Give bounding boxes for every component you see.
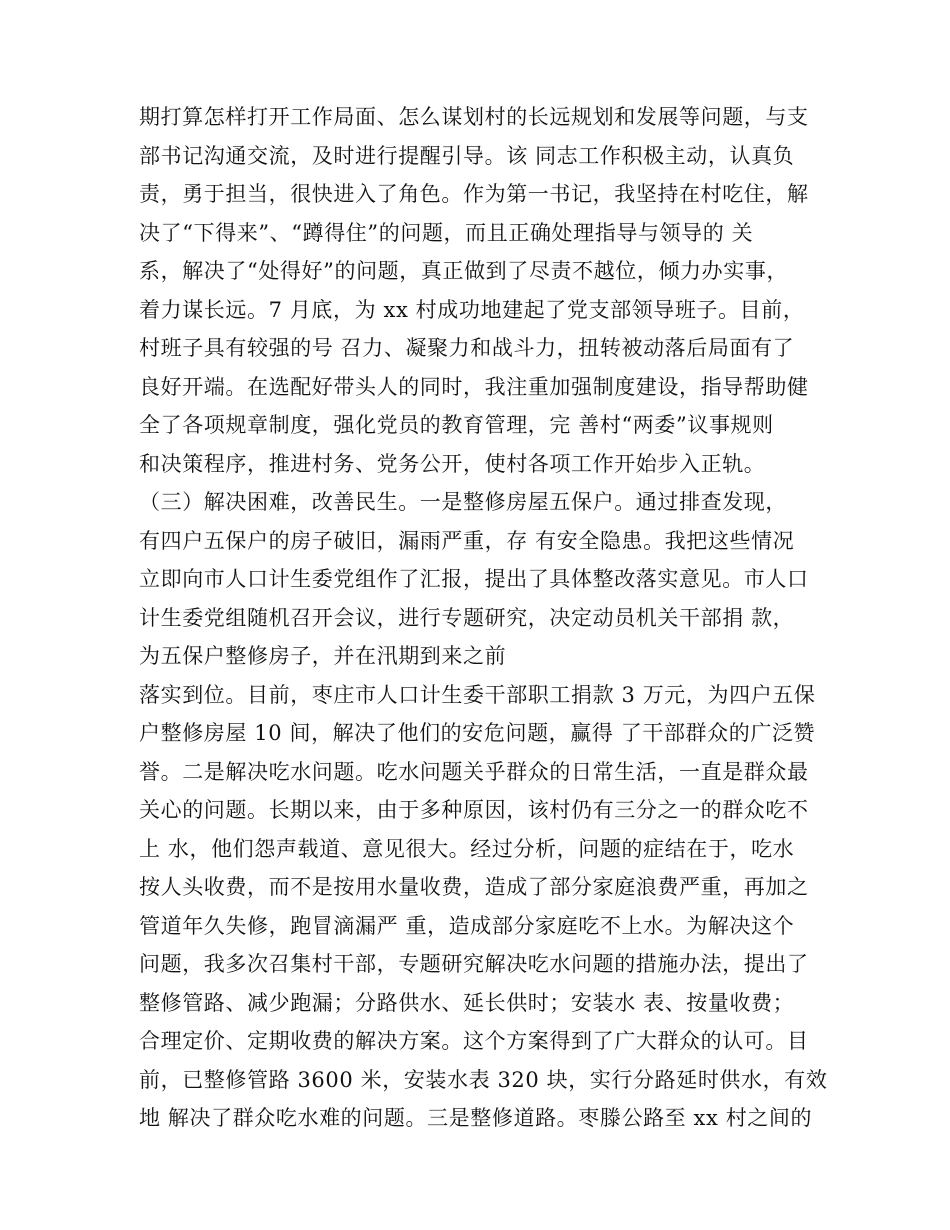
- text-line: 问题，我多次召集村干部，专题研究解决吃水问题的措施办法，提出了: [139, 952, 809, 976]
- text-line: 部书记沟通交流，及时进行提醒引导。该 同志工作积极主动，认真负: [139, 143, 795, 168]
- text-line: 决了“下得来”、“蹲得住”的问题，而且正确处理指导与领导的 关: [139, 220, 754, 245]
- text-line: 着力谋长远。7 月底，为 xx 村成功地建起了党支部领导班子。目前，: [139, 297, 805, 322]
- text-line: 前，已整修管路 3600 米，安装水表 320 块，实行分路延时供水，有效: [139, 1067, 828, 1092]
- text-line: 村班子具有较强的号 召力、凝聚力和战斗力，扭转被动落后局面有了: [139, 336, 795, 360]
- text-line: 期打算怎样打开工作局面、怎么谋划村的长远规划和发展等问题，与支: [139, 105, 809, 129]
- section-heading-line: （三）解决困难，改善民生。一是整修房屋五保户。通过排查发现，: [139, 490, 787, 514]
- text-line: 良好开端。在选配好带头人的同时，我注重加强制度建设，指导帮助健: [139, 374, 809, 399]
- text-line: 系，解决了“处得好”的问题，真正做到了尽责不越位，倾力办实事，: [139, 259, 789, 283]
- text-line: 计生委党组随机召开会议，进行专题研究，决定动员机关干部捐 款，: [139, 605, 795, 630]
- text-line: 户整修房屋 10 间，解决了他们的安危问题，赢得 了干部群众的广泛赞: [139, 721, 816, 745]
- text-line: 按人头收费，而不是按用水量收费，造成了部分家庭浪费严重，再加之: [139, 875, 809, 899]
- text-line: 为五保户整修房子，并在汛期到来之前: [139, 644, 507, 668]
- text-line: 立即向市人口计生委党组作了汇报，提出了具体整改落实意见。市人口: [139, 567, 809, 591]
- text-line: 上 水，他们怨声载道、意见很大。经过分析，问题的症结在于，吃水: [139, 836, 795, 861]
- text-line: 落实到位。目前，枣庄市人口计生委干部职工捐款 3 万元，为四户五保: [139, 682, 816, 707]
- body-text: [139, 98, 839, 1138]
- text-line: 全了各项规章制度，强化党员的教育管理，完 善村“两委”议事规则: [139, 413, 774, 437]
- text-line: 责，勇于担当，很快进入了角色。作为第一书记，我坚持在村吃住，解: [139, 182, 809, 206]
- text-line: 地 解决了群众吃水难的问题。三是整修道路。枣滕公路至 xx 村之间的: [139, 1106, 813, 1130]
- text-line: 和决策程序，推进村务、党务公开，使村各项工作开始步入正轨。: [139, 451, 766, 476]
- text-line: 誉。二是解决吃水问题。吃水问题关乎群众的日常生活，一直是群众最: [139, 759, 809, 784]
- text-line: 有四户五保户的房子破旧，漏雨严重，存 有安全隐患。我把这些情况: [139, 528, 795, 553]
- text-line: 管道年久失修，跑冒滴漏严 重，造成部分家庭吃不上水。为解决这个: [139, 913, 795, 938]
- text-line: 关心的问题。长期以来，由于多种原因，该村仍有三分之一的群众吃不: [139, 798, 809, 822]
- text-line: 合理定价、定期收费的解决方案。这个方案得到了广大群众的认可。目: [139, 1029, 809, 1053]
- text-line: 整修管路、减少跑漏；分路供水、延长供时；安装水 表、按量收费；: [139, 990, 795, 1015]
